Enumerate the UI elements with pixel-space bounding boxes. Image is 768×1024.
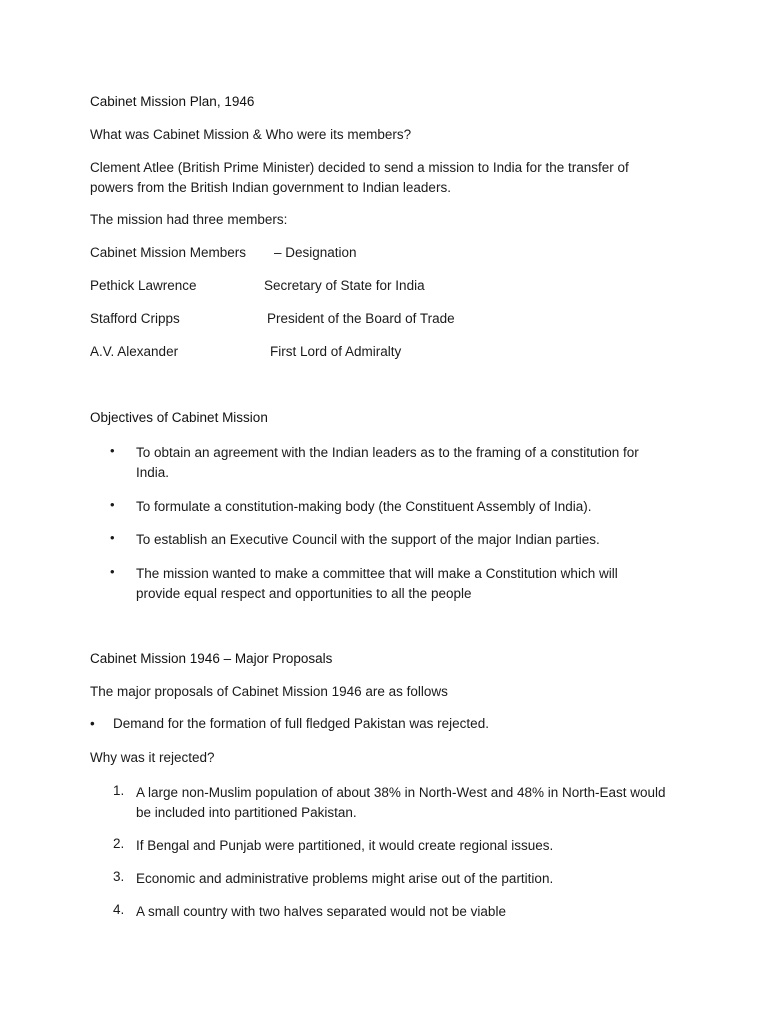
- list-item: [90, 783, 690, 823]
- members-header-designation: – Designation: [274, 245, 357, 260]
- bullet-icon: •: [90, 716, 95, 731]
- members-intro: The mission had three members:: [90, 212, 288, 227]
- list-item-line: provide equal respect and opportunities to all the people: [136, 586, 472, 601]
- member-name: Stafford Cripps: [90, 311, 180, 326]
- list-item: [90, 902, 690, 922]
- list-item: [90, 443, 690, 483]
- member-designation: Secretary of State for India: [264, 278, 425, 293]
- list-item: [90, 869, 690, 889]
- list-number: 1.: [113, 783, 125, 798]
- member-designation: President of the Board of Trade: [267, 311, 455, 326]
- list-number: 2.: [113, 836, 125, 851]
- list-item-line: A small country with two halves separated would not be viable: [136, 904, 506, 919]
- list-item: [90, 497, 690, 517]
- proposals-intro: The major proposals of Cabinet Mission 1946 are as follows: [90, 684, 448, 699]
- list-number: 3.: [113, 869, 125, 884]
- intro-line-2: powers from the British Indian government to Indian leaders.: [90, 180, 451, 195]
- list-item-line: The mission wanted to make a committee that will make a Constitution which will: [136, 566, 618, 581]
- list-item-line: Economic and administrative problems might arise out of the partition.: [136, 871, 554, 886]
- list-item-line: To formulate a constitution-making body (the Constituent Assembly of India).: [136, 499, 592, 514]
- list-item: [90, 564, 690, 604]
- question-text: What was Cabinet Mission & Who were its members?: [90, 127, 412, 142]
- list-item: [90, 530, 690, 550]
- intro-line-1: Clement Atlee (British Prime Minister) decided to send a mission to India for the transfer of: [90, 160, 629, 175]
- objectives-heading: Objectives of Cabinet Mission: [90, 410, 268, 425]
- member-name: Pethick Lawrence: [90, 278, 197, 293]
- member-designation: First Lord of Admiralty: [270, 344, 402, 359]
- proposals-heading: Cabinet Mission 1946 – Major Proposals: [90, 651, 333, 666]
- bullet-icon: •: [110, 497, 115, 512]
- list-item-line: A large non-Muslim population of about 38% in North-West and 48% in North-East would: [136, 785, 666, 800]
- members-header-name: Cabinet Mission Members: [90, 245, 247, 260]
- list-item-line: To obtain an agreement with the Indian leaders as to the framing of a constitution for: [136, 445, 639, 460]
- list-item-line: India.: [136, 465, 170, 480]
- document-title: Cabinet Mission Plan, 1946: [90, 94, 255, 109]
- why-question: Why was it rejected?: [90, 750, 215, 765]
- member-name: A.V. Alexander: [90, 344, 179, 359]
- bullet-icon: •: [110, 564, 115, 579]
- list-item-line: Demand for the formation of full fledged Pakistan was rejected.: [113, 716, 489, 731]
- bullet-icon: •: [110, 443, 115, 458]
- bullet-icon: •: [110, 530, 115, 545]
- list-item: [90, 836, 690, 856]
- list-item-line: If Bengal and Punjab were partitioned, it would create regional issues.: [136, 838, 554, 853]
- list-item-line: To establish an Executive Council with the support of the major Indian parties.: [136, 532, 600, 547]
- list-item-line: be included into partitioned Pakistan.: [136, 805, 357, 820]
- list-item: [90, 716, 690, 736]
- list-number: 4.: [113, 902, 125, 917]
